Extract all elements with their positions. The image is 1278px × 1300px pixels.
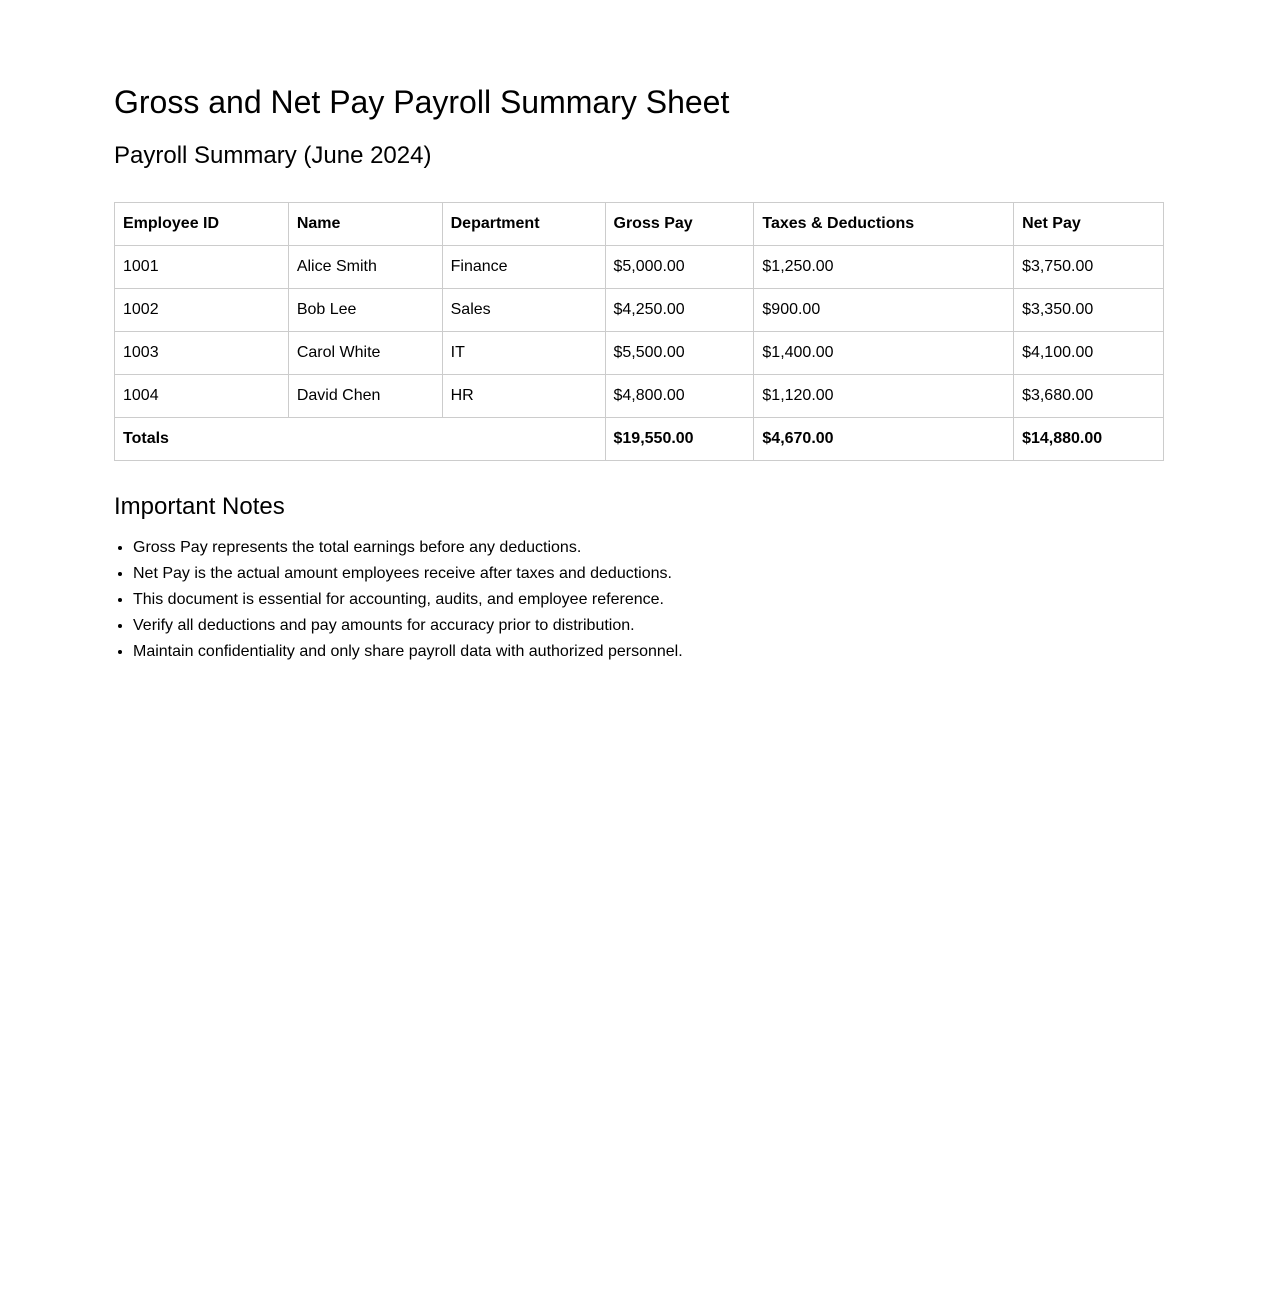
table-cell: $4,800.00 [605,375,754,418]
total-gross-pay: $19,550.00 [605,418,754,461]
table-cell: Alice Smith [288,246,442,289]
notes-list [114,535,1164,665]
list-item: • Gross Pay represents the total earnings before any deductions. [133,535,1164,561]
table-cell: 1001 [115,246,289,289]
column-header: Name [288,203,442,246]
table-cell: Bob Lee [288,289,442,332]
column-header: Taxes & Deductions [754,203,1014,246]
table-cell: 1002 [115,289,289,332]
table-cell: David Chen [288,375,442,418]
table-cell: IT [442,332,605,375]
table-cell: $1,250.00 [754,246,1014,289]
page-subtitle: Payroll Summary (June 2024) [114,142,432,169]
table-row [115,246,1164,289]
table-cell: $1,120.00 [754,375,1014,418]
total-taxes-deductions: $4,670.00 [754,418,1014,461]
page-title: Gross and Net Pay Payroll Summary Sheet [114,84,730,120]
table-header-row [115,203,1164,246]
table-cell: Sales [442,289,605,332]
table-cell: $4,250.00 [605,289,754,332]
payroll-table [114,202,1164,461]
list-item: • This document is essential for accounting, audits, and employee reference. [133,587,1164,613]
list-item: • Maintain confidentiality and only share payroll data with authorized personnel. [133,639,1164,665]
column-header: Net Pay [1014,203,1164,246]
table-cell: $5,000.00 [605,246,754,289]
table-cell: $3,680.00 [1014,375,1164,418]
table-row [115,375,1164,418]
totals-row [115,418,1164,461]
column-header: Department [442,203,605,246]
table-cell: 1004 [115,375,289,418]
totals-label: Totals [115,418,606,461]
table-cell: HR [442,375,605,418]
table-cell: $1,400.00 [754,332,1014,375]
table-cell: $4,100.00 [1014,332,1164,375]
notes-heading: Important Notes [114,493,285,520]
table-cell: $3,750.00 [1014,246,1164,289]
table-cell: $5,500.00 [605,332,754,375]
table-row [115,332,1164,375]
total-net-pay: $14,880.00 [1014,418,1164,461]
column-header: Gross Pay [605,203,754,246]
table-cell: $3,350.00 [1014,289,1164,332]
table-cell: $900.00 [754,289,1014,332]
table-row [115,289,1164,332]
table-cell: Carol White [288,332,442,375]
column-header: Employee ID [115,203,289,246]
table-cell: 1003 [115,332,289,375]
table-cell: Finance [442,246,605,289]
list-item: • Net Pay is the actual amount employees receive after taxes and deductions. [133,561,1164,587]
list-item: • Verify all deductions and pay amounts for accuracy prior to distribution. [133,613,1164,639]
